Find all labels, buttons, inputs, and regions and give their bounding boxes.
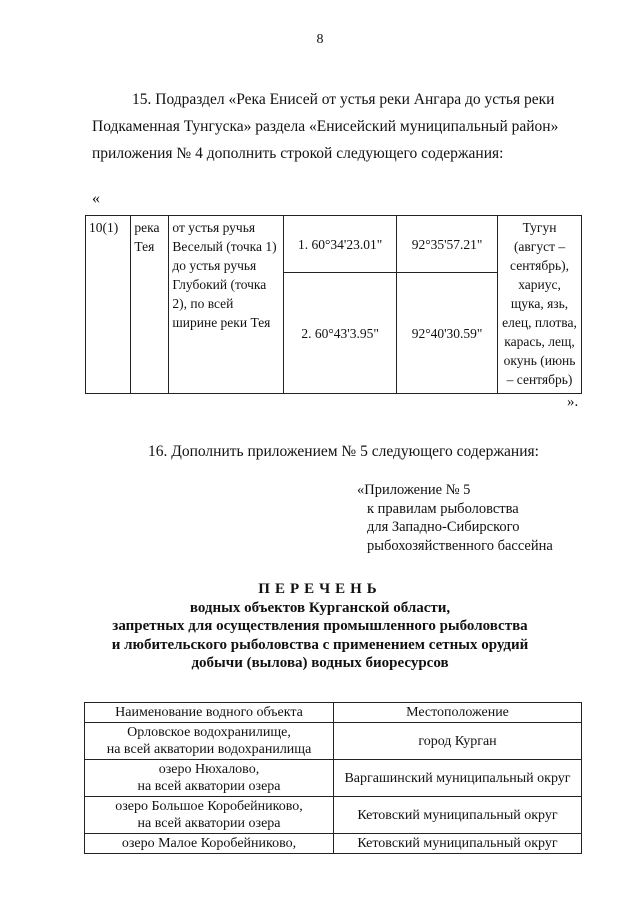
water-body-extent: на всей акватории озера	[137, 816, 281, 831]
column-header-name: Наименование водного объекта	[85, 703, 334, 723]
water-body-name: озеро Большое Коробейниково,	[115, 799, 303, 814]
quote-close-mark: ».	[567, 394, 579, 410]
item-15-line-2: Подкаменная Тунгуска» раздела «Енисейский муниципальный район»	[92, 118, 559, 135]
table-row	[86, 216, 582, 273]
annex-line-4: рыбохозяйственного бассейна	[367, 537, 553, 554]
annex-line-2: к правилам рыболовства	[367, 500, 519, 517]
item-15-paragraph	[92, 86, 582, 167]
water-bodies-table	[84, 702, 582, 854]
item-16-paragraph: 16. Дополнить приложением № 5 следующего содержания:	[148, 443, 539, 460]
annex-line-3: для Западно-Сибирского	[367, 519, 520, 535]
water-body-name: озеро Нюхалово,	[158, 762, 260, 777]
item-15-line-3: приложения № 4 дополнить строкой следующего содержания:	[92, 145, 504, 162]
water-body-name: озеро Малое Коробейниково,	[121, 836, 297, 851]
water-body-extent: на всей акватории водохранилища	[106, 742, 312, 757]
item-15-line-1: 15. Подраздел «Река Енисей от устья реки Ангара до устья реки	[132, 91, 555, 108]
page-number: 8	[316, 32, 324, 47]
point-1-latitude-cell: 1. 60°34'23.01"	[284, 216, 397, 273]
fish-species-cell: Тугун (август – сентябрь), хариус, щука, язь, елец, плотва, карась, лещ, окунь (июнь – сентябрь)	[498, 216, 582, 394]
water-body-name-cell	[85, 797, 334, 834]
annex-line-1: «Приложение № 5	[357, 482, 471, 498]
list-title: ПЕРЕЧЕНЬ	[258, 581, 382, 597]
list-heading-line-4: добычи (вылова) водных биоресурсов	[191, 655, 449, 671]
column-header-location: Местоположение	[334, 703, 582, 723]
water-body-name: Орловское водохранилище,	[127, 725, 291, 740]
list-heading-line-1: водных объектов Курганской области,	[189, 599, 451, 616]
point-2-longitude-cell: 92°40'30.59"	[397, 273, 498, 394]
fishing-area-table	[85, 215, 582, 394]
table-header-row	[85, 703, 582, 723]
point-1-longitude-cell: 92°35'57.21"	[397, 216, 498, 273]
row-number-cell: 10(1)	[86, 216, 131, 394]
water-body-name-cell	[85, 723, 334, 760]
table-row	[85, 723, 582, 760]
list-heading-line-2: запретных для осуществления промышленного рыболовства	[112, 618, 528, 634]
list-heading-line-3: и любительского рыболовства с применением сетных орудий	[111, 636, 529, 653]
quote-open-mark: «	[92, 190, 100, 207]
water-body-extent: на всей акватории озера	[137, 779, 281, 794]
location-cell: Кетовский муниципальный округ	[334, 834, 582, 854]
annex-header	[357, 481, 553, 555]
location-cell: Варгашинский муниципальный округ	[334, 760, 582, 797]
water-body-name-cell	[85, 760, 334, 797]
table-row	[85, 834, 582, 854]
table-row	[85, 797, 582, 834]
location-cell: город Курган	[334, 723, 582, 760]
location-cell: Кетовский муниципальный округ	[334, 797, 582, 834]
section-description-cell: от устья ручья Веселый (точка 1) до устья ручья Глубокий (точка 2), по всей ширине реки Тея	[169, 216, 284, 394]
point-2-latitude-cell: 2. 60°43'3.95"	[284, 273, 397, 394]
list-heading	[60, 580, 580, 673]
river-name-cell: река Тея	[131, 216, 169, 394]
table-row	[85, 760, 582, 797]
water-body-name-cell	[85, 834, 334, 854]
